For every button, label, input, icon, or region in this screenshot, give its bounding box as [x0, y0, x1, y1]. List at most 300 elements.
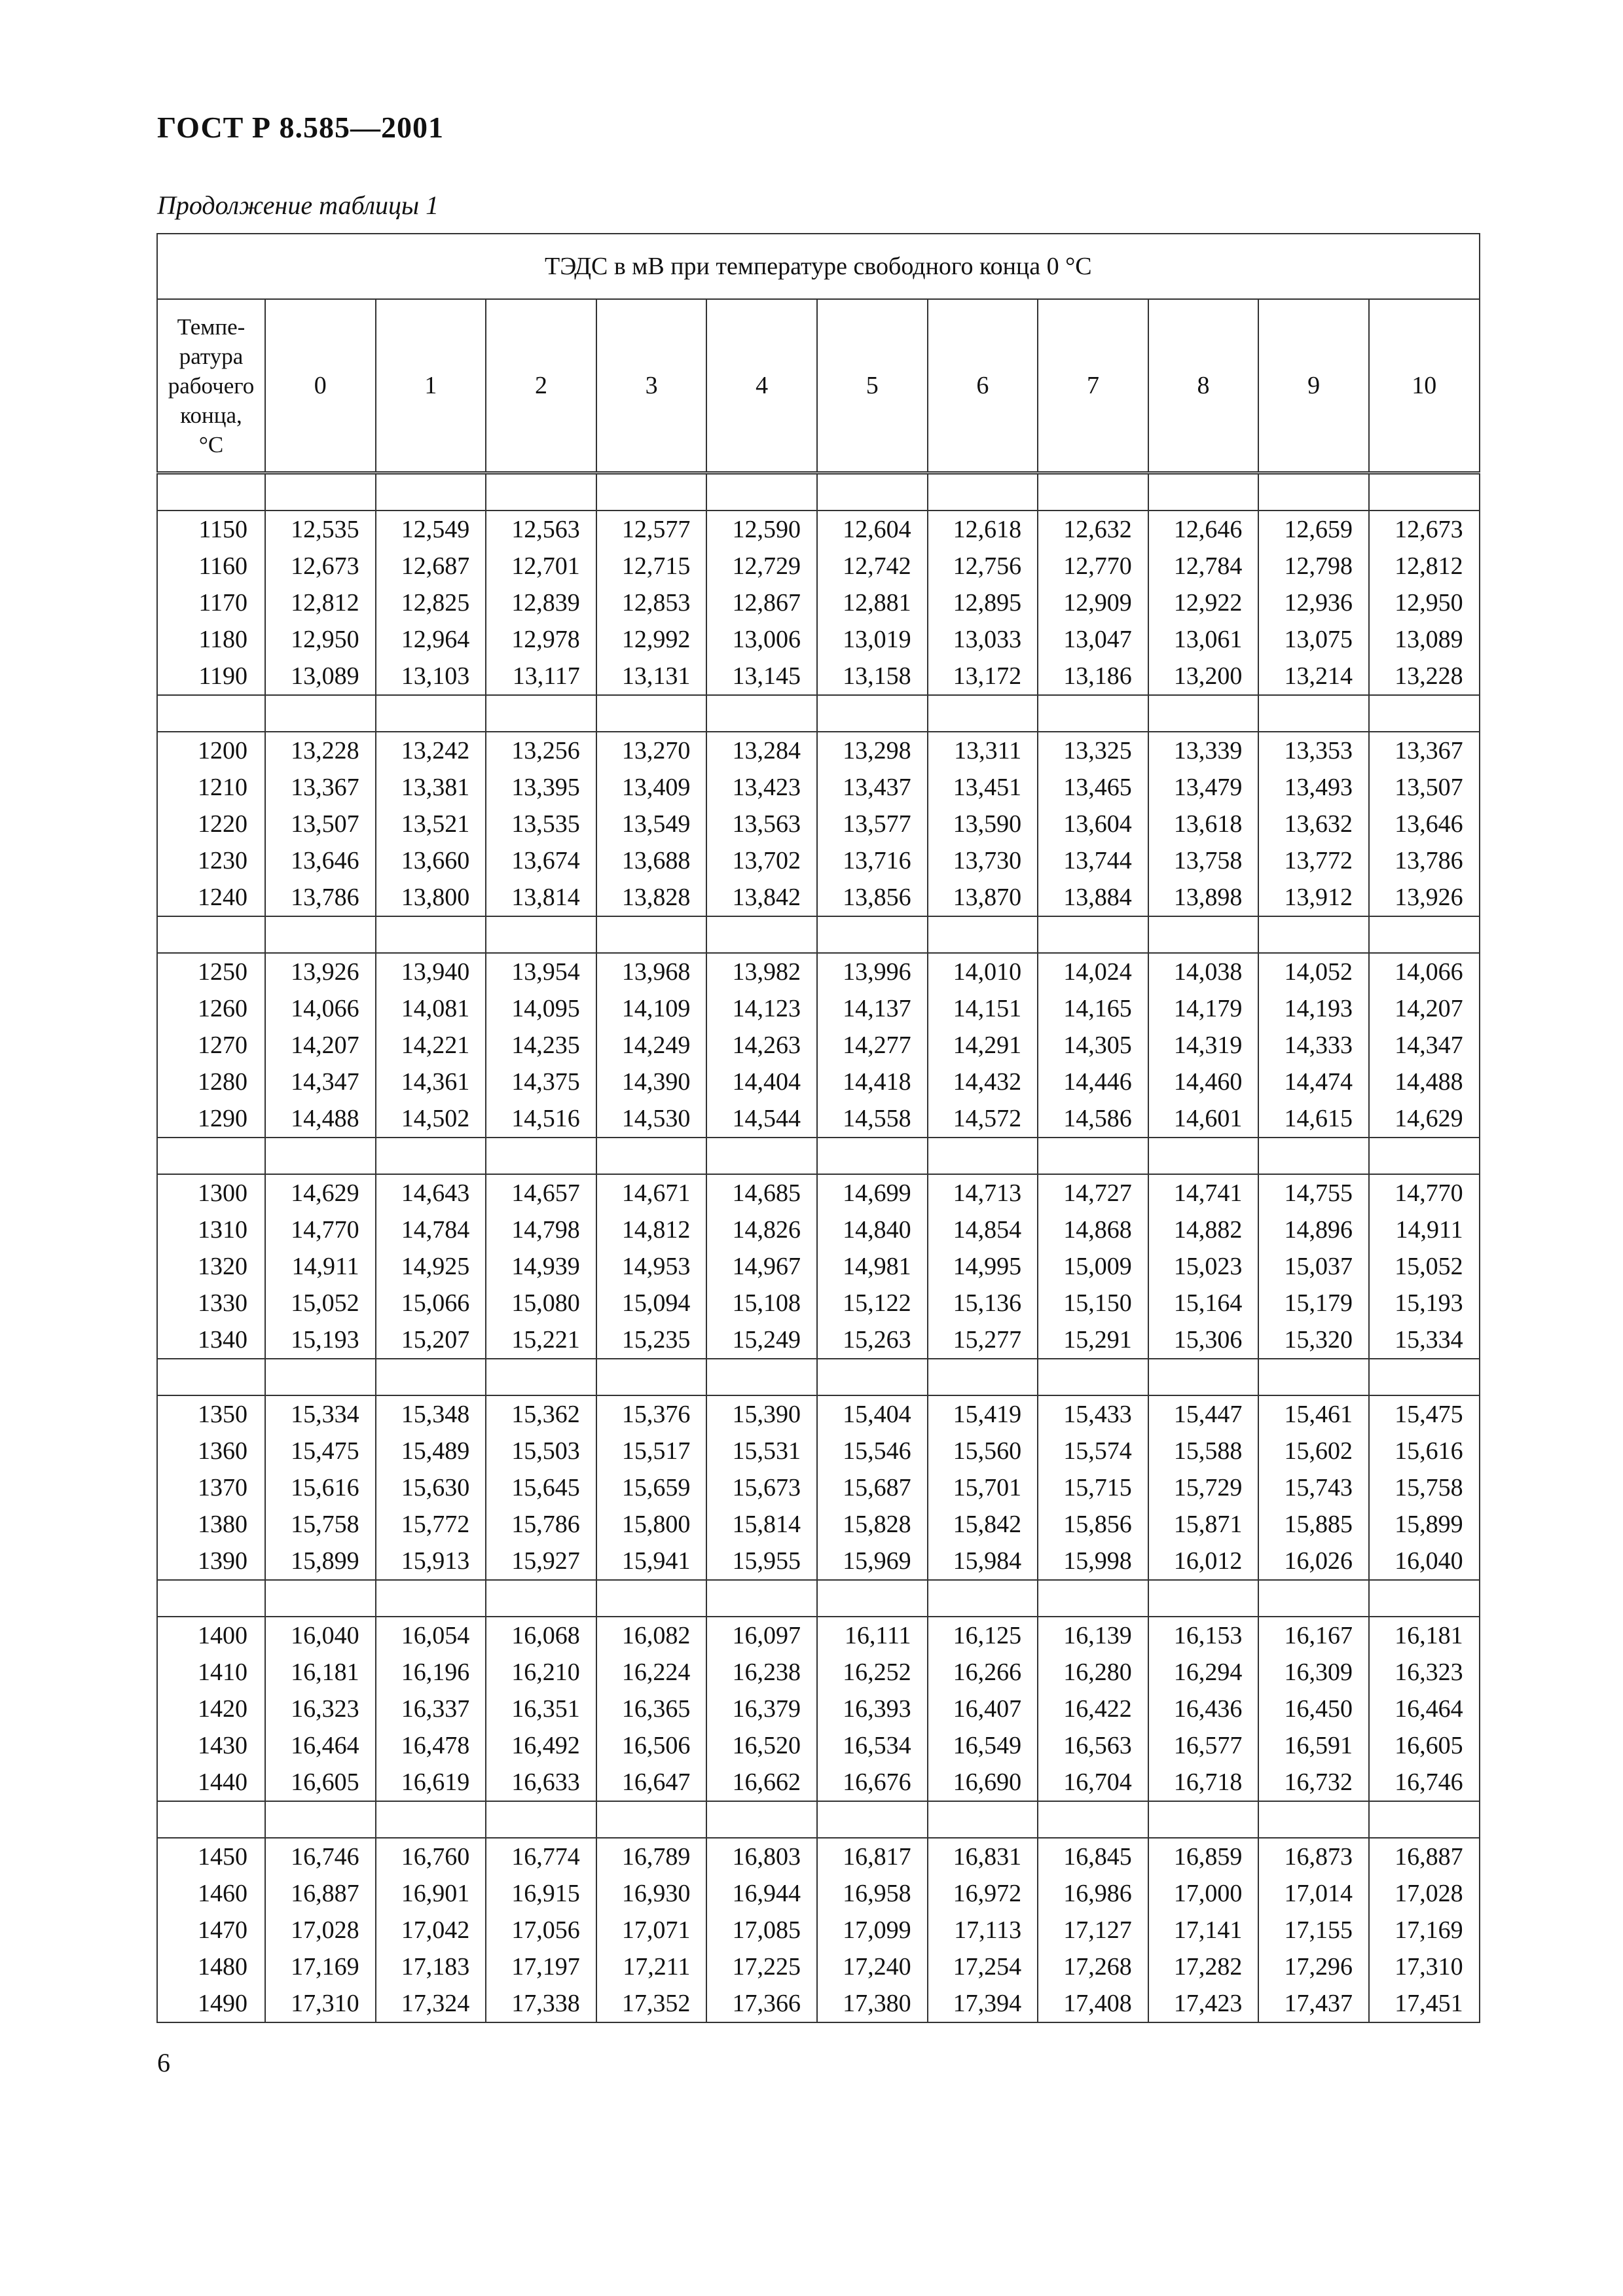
spacer-cell: [706, 473, 817, 511]
temperature-cell: 1380: [157, 1506, 265, 1543]
table-row: [157, 1469, 1480, 1506]
emf-value-cell: 13,772: [1258, 842, 1369, 879]
temperature-cell: 1430: [157, 1727, 265, 1764]
emf-value-cell: 13,479: [1148, 769, 1259, 806]
emf-value-cell: 15,701: [928, 1469, 1038, 1506]
emf-value-cell: 15,517: [596, 1433, 707, 1469]
spacer-cell: [376, 916, 486, 953]
spacer-cell: [376, 1801, 486, 1838]
spacer-cell: [265, 1801, 376, 1838]
emf-value-cell: 13,381: [376, 769, 486, 806]
spacer-cell: [1369, 1801, 1480, 1838]
column-header: 2: [486, 299, 596, 473]
page-number: 6: [157, 2048, 170, 2077]
emf-value-cell: 17,085: [706, 1912, 817, 1948]
emf-value-cell: 12,881: [817, 584, 928, 621]
emf-value-cell: 12,563: [486, 511, 596, 548]
emf-value-cell: 15,588: [1148, 1433, 1259, 1469]
emf-value-cell: 16,577: [1148, 1727, 1259, 1764]
emf-value-cell: 13,006: [706, 621, 817, 658]
emf-value-cell: 16,605: [265, 1764, 376, 1801]
spacer-cell: [486, 1359, 596, 1395]
emf-value-cell: 14,460: [1148, 1064, 1259, 1100]
emf-value-cell: 15,052: [1369, 1248, 1480, 1285]
emf-value-cell: 15,320: [1258, 1321, 1369, 1359]
emf-value-cell: 12,535: [265, 511, 376, 548]
emf-value-cell: 12,922: [1148, 584, 1259, 621]
emf-value-cell: 17,127: [1038, 1912, 1148, 1948]
spacer-cell: [265, 1359, 376, 1395]
temperature-cell: 1160: [157, 548, 265, 584]
emf-value-cell: 15,461: [1258, 1395, 1369, 1433]
emf-value-cell: 12,825: [376, 584, 486, 621]
emf-value-cell: 12,604: [817, 511, 928, 548]
emf-value-cell: 14,277: [817, 1027, 928, 1064]
emf-value-cell: 14,347: [1369, 1027, 1480, 1064]
temperature-cell: 1480: [157, 1948, 265, 1985]
emf-value-cell: 16,506: [596, 1727, 707, 1764]
emf-value-cell: 17,254: [928, 1948, 1038, 1985]
emf-value-cell: 15,023: [1148, 1248, 1259, 1285]
table-row: [157, 732, 1480, 769]
emf-value-cell: 12,756: [928, 548, 1038, 584]
emf-value-cell: 16,662: [706, 1764, 817, 1801]
temp-header-line: °С: [198, 431, 224, 457]
emf-value-cell: 13,758: [1148, 842, 1259, 879]
emf-value-cell: 16,365: [596, 1691, 707, 1727]
emf-value-cell: 13,674: [486, 842, 596, 879]
spacer-cell: [486, 1801, 596, 1838]
table-row: [157, 1727, 1480, 1764]
emf-value-cell: 14,629: [265, 1174, 376, 1211]
table-row: [157, 1912, 1480, 1948]
emf-value-cell: 14,882: [1148, 1211, 1259, 1248]
spacer-cell: [376, 1138, 486, 1174]
emf-value-cell: 15,828: [817, 1506, 928, 1543]
emf-value-cell: 15,503: [486, 1433, 596, 1469]
emf-value-cell: 12,867: [706, 584, 817, 621]
emf-value-cell: 17,240: [817, 1948, 928, 1985]
emf-value-cell: 13,061: [1148, 621, 1259, 658]
emf-value-cell: 15,955: [706, 1543, 817, 1580]
spacer-cell: [265, 473, 376, 511]
emf-value-cell: 15,899: [1369, 1506, 1480, 1543]
table-row: [157, 1691, 1480, 1727]
emf-value-cell: 16,111: [817, 1617, 928, 1654]
spacer-cell: [928, 1359, 1038, 1395]
emf-value-cell: 14,854: [928, 1211, 1038, 1248]
emf-value-cell: 15,645: [486, 1469, 596, 1506]
emf-value-cell: 16,054: [376, 1617, 486, 1654]
spacer-cell: [817, 1138, 928, 1174]
emf-value-cell: 16,280: [1038, 1654, 1148, 1691]
emf-value-cell: 16,464: [1369, 1691, 1480, 1727]
emf-value-cell: 14,305: [1038, 1027, 1148, 1064]
table-row: [157, 1100, 1480, 1138]
emf-value-cell: 12,839: [486, 584, 596, 621]
emf-value-cell: 14,840: [817, 1211, 928, 1248]
spacer-cell: [157, 1801, 265, 1838]
temperature-cell: 1410: [157, 1654, 265, 1691]
emf-value-cell: 16,294: [1148, 1654, 1259, 1691]
temperature-cell: 1320: [157, 1248, 265, 1285]
emf-value-cell: 15,404: [817, 1395, 928, 1433]
spacer-cell: [376, 473, 486, 511]
spacer-cell: [817, 1801, 928, 1838]
table-row: [157, 953, 1480, 990]
emf-value-cell: 14,925: [376, 1248, 486, 1285]
emf-value-cell: 16,196: [376, 1654, 486, 1691]
table-row: [157, 1027, 1480, 1064]
emf-value-cell: 14,375: [486, 1064, 596, 1100]
emf-value-cell: 14,095: [486, 990, 596, 1027]
spacer-cell: [817, 1359, 928, 1395]
emf-value-cell: 16,407: [928, 1691, 1038, 1727]
emf-value-cell: 15,136: [928, 1285, 1038, 1321]
spacer-cell: [486, 1580, 596, 1617]
spacer-cell: [1369, 916, 1480, 953]
temperature-cell: 1460: [157, 1875, 265, 1912]
spacer-cell: [817, 916, 928, 953]
emf-value-cell: 13,828: [596, 879, 707, 916]
table-row: [157, 1543, 1480, 1580]
emf-value-cell: 17,169: [1369, 1912, 1480, 1948]
emf-value-cell: 16,605: [1369, 1727, 1480, 1764]
temperature-cell: 1300: [157, 1174, 265, 1211]
emf-value-cell: 13,870: [928, 879, 1038, 916]
temperature-cell: 1210: [157, 769, 265, 806]
emf-value-cell: 12,895: [928, 584, 1038, 621]
spacer-cell: [265, 1580, 376, 1617]
emf-value-cell: 16,718: [1148, 1764, 1259, 1801]
emf-value-cell: 13,339: [1148, 732, 1259, 769]
emf-value-cell: 13,228: [265, 732, 376, 769]
emf-value-cell: 13,926: [1369, 879, 1480, 916]
emf-value-cell: 13,604: [1038, 806, 1148, 842]
emf-value-cell: 17,183: [376, 1948, 486, 1985]
temperature-cell: 1190: [157, 658, 265, 695]
emf-value-cell: 13,940: [376, 953, 486, 990]
spacer-cell: [928, 1801, 1038, 1838]
emf-value-cell: 14,981: [817, 1248, 928, 1285]
spacer-cell: [486, 473, 596, 511]
spacer-cell: [706, 1359, 817, 1395]
temp-header-line: ратура: [179, 343, 244, 369]
emf-value-cell: 12,729: [706, 548, 817, 584]
column-header: 10: [1369, 299, 1480, 473]
emf-value-cell: 14,812: [596, 1211, 707, 1248]
emf-value-cell: 14,784: [376, 1211, 486, 1248]
emf-value-cell: 13,367: [1369, 732, 1480, 769]
emf-value-cell: 15,193: [1369, 1285, 1480, 1321]
emf-value-cell: 17,423: [1148, 1985, 1259, 2022]
emf-value-cell: 15,150: [1038, 1285, 1148, 1321]
temperature-cell: 1150: [157, 511, 265, 548]
emf-value-cell: 14,038: [1148, 953, 1259, 990]
emf-value-cell: 13,089: [1369, 621, 1480, 658]
emf-value-cell: 15,616: [265, 1469, 376, 1506]
emf-value-cell: 15,560: [928, 1433, 1038, 1469]
spacer-row: [157, 1801, 1480, 1838]
emf-value-cell: 16,690: [928, 1764, 1038, 1801]
spacer-row: [157, 916, 1480, 953]
emf-value-cell: 13,172: [928, 658, 1038, 695]
emf-value-cell: 13,716: [817, 842, 928, 879]
emf-value-cell: 15,221: [486, 1321, 596, 1359]
emf-value-cell: 14,572: [928, 1100, 1038, 1138]
emf-value-cell: 17,268: [1038, 1948, 1148, 1985]
spacer-cell: [1148, 1580, 1259, 1617]
emf-value-cell: 13,242: [376, 732, 486, 769]
spacer-cell: [1148, 1801, 1259, 1838]
table-row: [157, 1395, 1480, 1433]
emf-value-cell: 15,249: [706, 1321, 817, 1359]
emf-value-cell: 16,647: [596, 1764, 707, 1801]
emf-value-cell: 14,868: [1038, 1211, 1148, 1248]
table-row: [157, 511, 1480, 548]
spacer-cell: [1369, 1359, 1480, 1395]
spacer-cell: [928, 916, 1038, 953]
emf-value-cell: 13,535: [486, 806, 596, 842]
emf-value-cell: 13,270: [596, 732, 707, 769]
emf-value-cell: 15,235: [596, 1321, 707, 1359]
emf-value-cell: 15,066: [376, 1285, 486, 1321]
emf-value-cell: 15,291: [1038, 1321, 1148, 1359]
emf-value-cell: 17,338: [486, 1985, 596, 2022]
emf-value-cell: 12,742: [817, 548, 928, 584]
emf-value-cell: 14,319: [1148, 1027, 1259, 1064]
emf-value-cell: 17,197: [486, 1948, 596, 1985]
emf-value-cell: 14,544: [706, 1100, 817, 1138]
spacer-cell: [1258, 1580, 1369, 1617]
spacer-cell: [1148, 916, 1259, 953]
emf-value-cell: 16,238: [706, 1654, 817, 1691]
emf-value-cell: 12,978: [486, 621, 596, 658]
emf-value-cell: 16,520: [706, 1727, 817, 1764]
emf-value-cell: 15,164: [1148, 1285, 1259, 1321]
emf-value-cell: 13,214: [1258, 658, 1369, 695]
spacer-cell: [265, 695, 376, 732]
emf-value-cell: 16,859: [1148, 1838, 1259, 1875]
emf-value-cell: 14,770: [1369, 1174, 1480, 1211]
emf-value-cell: 14,010: [928, 953, 1038, 990]
emf-value-cell: 17,071: [596, 1912, 707, 1948]
table-row: [157, 1948, 1480, 1985]
emf-value-cell: 15,546: [817, 1433, 928, 1469]
emf-value-cell: 14,151: [928, 990, 1038, 1027]
emf-value-cell: 14,333: [1258, 1027, 1369, 1064]
emf-value-cell: 14,586: [1038, 1100, 1148, 1138]
emf-value-cell: 13,089: [265, 658, 376, 695]
emf-value-cell: 16,873: [1258, 1838, 1369, 1875]
emf-value-cell: 15,659: [596, 1469, 707, 1506]
emf-value-cell: 16,803: [706, 1838, 817, 1875]
emf-value-cell: 12,992: [596, 621, 707, 658]
emf-value-cell: 14,911: [265, 1248, 376, 1285]
emf-value-cell: 14,235: [486, 1027, 596, 1064]
emf-value-cell: 17,310: [265, 1985, 376, 2022]
emf-value-cell: 13,856: [817, 879, 928, 916]
emf-value-cell: 16,167: [1258, 1617, 1369, 1654]
spacer-cell: [486, 916, 596, 953]
emf-value-cell: 16,534: [817, 1727, 928, 1764]
emf-value-cell: 16,901: [376, 1875, 486, 1912]
emf-value-cell: 15,885: [1258, 1506, 1369, 1543]
emf-value-cell: 15,094: [596, 1285, 707, 1321]
column-header: 8: [1148, 299, 1259, 473]
emf-value-cell: 16,676: [817, 1764, 928, 1801]
emf-value-cell: 16,746: [1369, 1764, 1480, 1801]
spacer-cell: [928, 1580, 1038, 1617]
spacer-cell: [1038, 1801, 1148, 1838]
emf-value-cell: 15,998: [1038, 1543, 1148, 1580]
emf-value-cell: 14,770: [265, 1211, 376, 1248]
emf-value-cell: 12,812: [265, 584, 376, 621]
emf-value-cell: 15,814: [706, 1506, 817, 1543]
spacer-row: [157, 1359, 1480, 1395]
spacer-cell: [596, 473, 707, 511]
standard-designation: ГОСТ Р 8.585—2001: [157, 111, 444, 144]
emf-value-cell: 16,986: [1038, 1875, 1148, 1912]
emf-value-cell: 17,169: [265, 1948, 376, 1985]
table-row: [157, 1285, 1480, 1321]
emf-value-cell: 13,145: [706, 658, 817, 695]
emf-value-cell: 16,125: [928, 1617, 1038, 1654]
emf-value-cell: 14,024: [1038, 953, 1148, 990]
temp-header-line: конца,: [180, 402, 242, 428]
spacer-cell: [1258, 1801, 1369, 1838]
emf-value-cell: 12,936: [1258, 584, 1369, 621]
emf-value-cell: 13,702: [706, 842, 817, 879]
emf-table: [156, 233, 1480, 2023]
spacer-cell: [376, 1580, 486, 1617]
emf-value-cell: 16,082: [596, 1617, 707, 1654]
emf-value-cell: 14,123: [706, 990, 817, 1027]
emf-value-cell: 13,632: [1258, 806, 1369, 842]
emf-value-cell: 15,913: [376, 1543, 486, 1580]
table-row: [157, 584, 1480, 621]
emf-value-cell: 13,507: [1369, 769, 1480, 806]
emf-value-cell: 15,080: [486, 1285, 596, 1321]
emf-value-cell: 17,380: [817, 1985, 928, 2022]
temperature-cell: 1260: [157, 990, 265, 1027]
emf-value-cell: 17,225: [706, 1948, 817, 1985]
emf-value-cell: 17,324: [376, 1985, 486, 2022]
emf-value-cell: 17,141: [1148, 1912, 1259, 1948]
temperature-cell: 1170: [157, 584, 265, 621]
emf-value-cell: 13,814: [486, 879, 596, 916]
table-row: [157, 658, 1480, 695]
emf-value-cell: 13,884: [1038, 879, 1148, 916]
emf-value-cell: 13,563: [706, 806, 817, 842]
emf-value-cell: 15,390: [706, 1395, 817, 1433]
emf-value-cell: 14,291: [928, 1027, 1038, 1064]
spacer-cell: [596, 916, 707, 953]
emf-value-cell: 16,266: [928, 1654, 1038, 1691]
spacer-row: [157, 1138, 1480, 1174]
spacer-cell: [157, 916, 265, 953]
spacer-cell: [596, 1359, 707, 1395]
emf-value-cell: 13,842: [706, 879, 817, 916]
emf-value-cell: 13,131: [596, 658, 707, 695]
emf-value-cell: 12,909: [1038, 584, 1148, 621]
emf-value-cell: 13,660: [376, 842, 486, 879]
emf-value-cell: 12,549: [376, 511, 486, 548]
spacer-cell: [596, 1580, 707, 1617]
spacer-cell: [1258, 1138, 1369, 1174]
spacer-cell: [1038, 695, 1148, 732]
emf-value-cell: 15,306: [1148, 1321, 1259, 1359]
emf-value-cell: 17,352: [596, 1985, 707, 2022]
emf-value-cell: 16,450: [1258, 1691, 1369, 1727]
table-row: [157, 1654, 1480, 1691]
temperature-cell: 1470: [157, 1912, 265, 1948]
temperature-cell: 1270: [157, 1027, 265, 1064]
emf-value-cell: 14,713: [928, 1174, 1038, 1211]
spacer-cell: [1369, 1580, 1480, 1617]
emf-value-cell: 15,475: [265, 1433, 376, 1469]
temperature-cell: 1420: [157, 1691, 265, 1727]
table-row: [157, 990, 1480, 1027]
emf-value-cell: 15,277: [928, 1321, 1038, 1359]
table-row: [157, 769, 1480, 806]
emf-value-cell: 15,927: [486, 1543, 596, 1580]
temperature-cell: 1280: [157, 1064, 265, 1100]
emf-value-cell: 13,493: [1258, 769, 1369, 806]
emf-value-cell: 14,207: [1369, 990, 1480, 1027]
emf-value-cell: 12,770: [1038, 548, 1148, 584]
emf-value-cell: 15,871: [1148, 1506, 1259, 1543]
table-title: ТЭДС в мВ при температуре свободного конца 0 °С: [157, 234, 1480, 299]
emf-value-cell: 15,179: [1258, 1285, 1369, 1321]
spacer-cell: [817, 695, 928, 732]
emf-value-cell: 15,376: [596, 1395, 707, 1433]
emf-value-cell: 13,284: [706, 732, 817, 769]
emf-value-cell: 15,984: [928, 1543, 1038, 1580]
emf-value-cell: 15,362: [486, 1395, 596, 1433]
emf-value-cell: 13,256: [486, 732, 596, 769]
emf-value-cell: 15,630: [376, 1469, 486, 1506]
table-row: [157, 1433, 1480, 1469]
spacer-cell: [928, 695, 1038, 732]
table-row: [157, 1838, 1480, 1875]
emf-value-cell: 16,619: [376, 1764, 486, 1801]
emf-value-cell: 14,601: [1148, 1100, 1259, 1138]
column-header-row: [157, 299, 1480, 473]
emf-value-cell: 15,786: [486, 1506, 596, 1543]
emf-value-cell: 14,193: [1258, 990, 1369, 1027]
emf-value-cell: 17,099: [817, 1912, 928, 1948]
emf-value-cell: 13,103: [376, 658, 486, 695]
spacer-cell: [1148, 1138, 1259, 1174]
emf-value-cell: 13,409: [596, 769, 707, 806]
emf-value-cell: 16,040: [265, 1617, 376, 1654]
emf-value-cell: 14,657: [486, 1174, 596, 1211]
emf-value-cell: 13,898: [1148, 879, 1259, 916]
temperature-cell: 1340: [157, 1321, 265, 1359]
table-row: [157, 1506, 1480, 1543]
emf-value-cell: 14,418: [817, 1064, 928, 1100]
temperature-cell: 1360: [157, 1433, 265, 1469]
emf-value-cell: 15,687: [817, 1469, 928, 1506]
spacer-cell: [706, 1580, 817, 1617]
emf-value-cell: 13,395: [486, 769, 596, 806]
emf-value-cell: 17,366: [706, 1985, 817, 2022]
table-row: [157, 842, 1480, 879]
emf-value-cell: 15,475: [1369, 1395, 1480, 1433]
emf-value-cell: 13,577: [817, 806, 928, 842]
emf-value-cell: 13,047: [1038, 621, 1148, 658]
